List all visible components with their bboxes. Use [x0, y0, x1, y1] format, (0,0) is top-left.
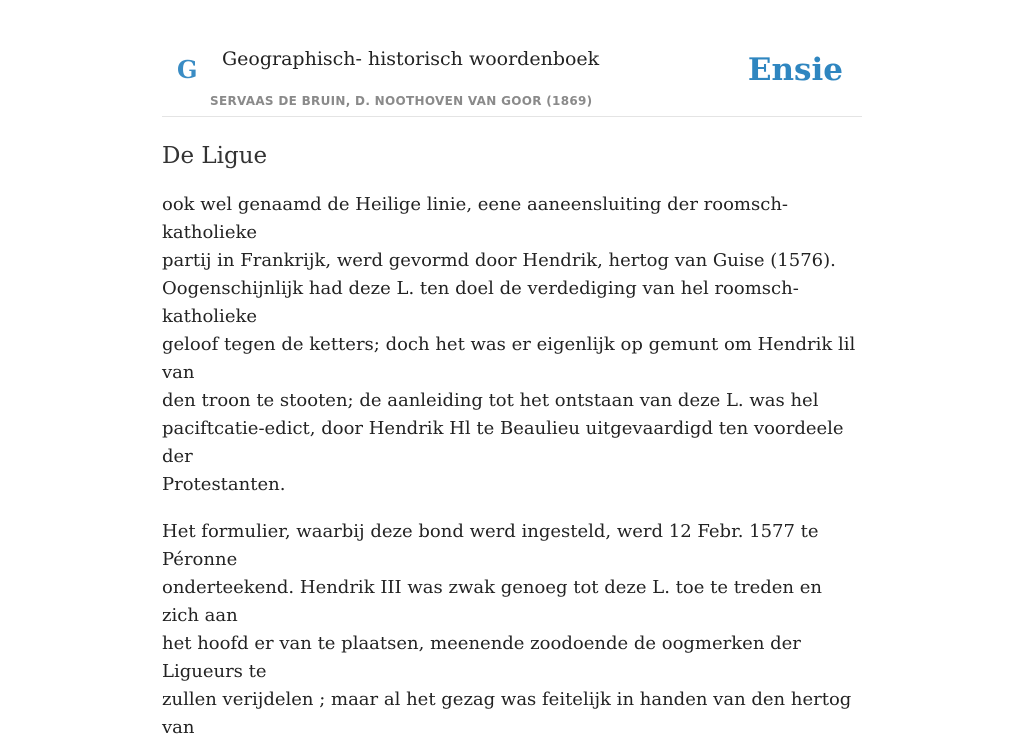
- book-authors: SERVAAS DE BRUIN, D. NOOTHOVEN VAN GOOR (1869): [210, 94, 593, 108]
- page-container: [162, 0, 862, 742]
- ensie-logo[interactable]: Ensie: [747, 52, 843, 88]
- book-logo-icon[interactable]: G: [177, 55, 198, 84]
- entry-paragraph-2: Het formulier, waarbij deze bond werd ingesteld, werd 12 Febr. 1577 te Péronne onderteekend. Hendrik III was zwak genoeg tot deze L. toe te treden en zich aan het hoofd er van te plaatsen, meenende zoodoende de oogmerken der Ligueurs te zullen verijdelen ; maar al het gezag was feitelijk in handen van den hertog van: [162, 521, 852, 738]
- site-header: [162, 0, 862, 117]
- entry-paragraph-1: ook wel genaamd de Heilige linie, eene aaneensluiting der roomsch-katholieke partij in Frankrijk, werd gevormd door Hendrik, hertog van Guise (1576). Oogenschijnlijk had deze L. ten doel de verdediging van hel roomsch-katholieke geloof tegen de ketters; doch het was er eigenlijk op gemunt om Hendrik lil van den troon te stooten; de aanleiding tot het ontstaan van deze L. was hel paciftcatie-edict, door Hendrik Hl te Beaulieu uitgevaardigd ten voordeele der Protestanten.: [162, 194, 856, 495]
- book-title-link[interactable]: Geographisch- historisch woordenboek: [222, 48, 600, 70]
- entry-title: De Ligue: [162, 143, 268, 169]
